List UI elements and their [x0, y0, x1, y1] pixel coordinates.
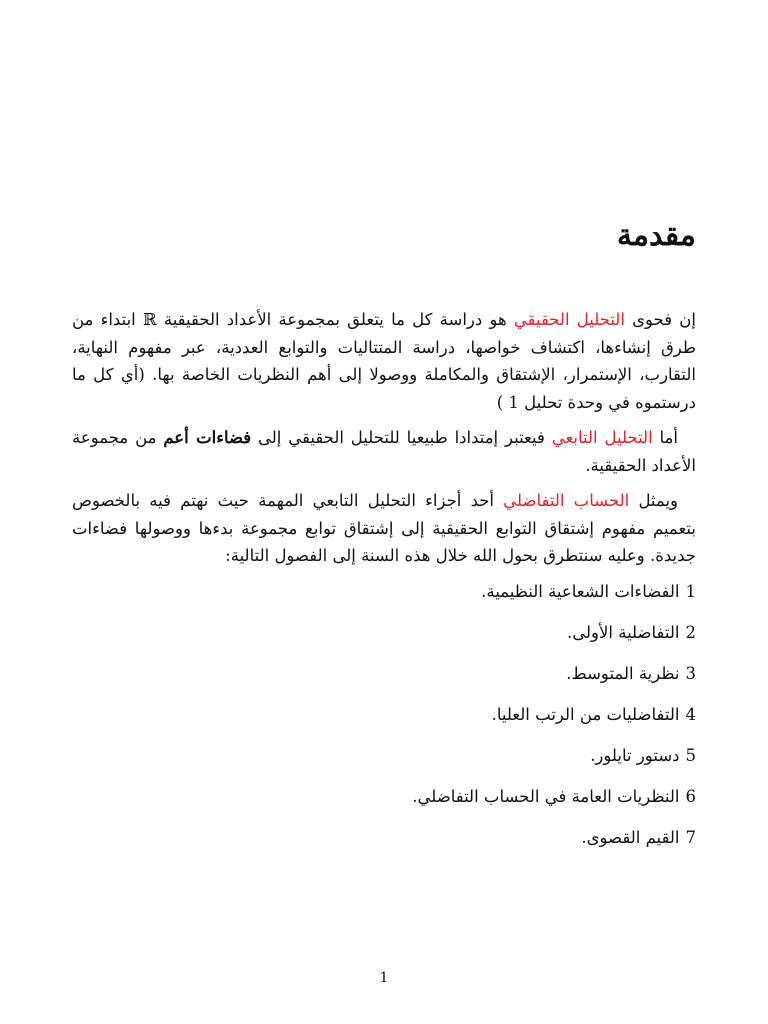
chapter-item [72, 701, 696, 742]
section-body [72, 306, 696, 865]
chapter-title: الفضاءات الشعاعية النظيمية. [481, 581, 680, 601]
chapter-number: 3 [685, 663, 696, 683]
differential-text-1: ويمثل [629, 491, 679, 510]
functional-text-1: أما [652, 428, 678, 447]
chapter-item [72, 578, 696, 619]
chapter-item [72, 619, 696, 660]
chapter-number: 1 [685, 581, 696, 601]
chapter-item [72, 824, 696, 865]
chapter-item [72, 742, 696, 783]
chapter-title: التفاضليات من الرتب العليا. [491, 704, 680, 724]
chapter-title: القيم القصوى. [581, 827, 680, 847]
intro-text-2: هو دراسة كل ما يتعلق بمجموعة الأعداد الحقيقية ℝ ابتداء من طرق إنشاءها، اكتشاف خواصها، دراسة المتتاليات والتوابع العددية، عبر مفهوم النهاية، التقارب، الإستمرار، الإشتقاق والمكاملة ووصولا إلى أهم النظريات الخاصة بها. (أي كل ما درستموه في وحدة تحليل 1 ) [72, 310, 696, 412]
term-differential-calculus: الحساب التفاضلي [503, 491, 630, 510]
intro-text-1: إن فحوى [624, 310, 696, 329]
page-number: 1 [379, 970, 389, 986]
functional-text-3: من مجموعة الأعداد الحقيقية. [72, 428, 696, 475]
chapter-title: دستور تايلور. [590, 745, 680, 765]
functional-text-2: فيعتبر إمتدادا طبيعيا للتحليل الحقيقي إلى [251, 428, 552, 447]
chapter-item [72, 783, 696, 824]
functional-analysis-paragraph [72, 424, 696, 479]
differential-calculus-paragraph [72, 487, 696, 570]
chapter-number: 2 [685, 622, 696, 642]
chapter-title: النظريات العامة في الحساب التفاضلي. [412, 786, 680, 806]
chapter-title: التفاضلية الأولى. [567, 622, 680, 642]
chapter-number: 7 [685, 827, 696, 847]
term-functional-analysis: التحليل التابعي [551, 428, 653, 447]
chapter-number: 4 [685, 704, 696, 724]
intro-paragraph [72, 306, 696, 416]
chapter-list [72, 578, 696, 865]
term-real-analysis: التحليل الحقيقي [513, 310, 625, 329]
term-general-spaces: فضاءات أعم [163, 428, 252, 447]
chapter-number: 6 [685, 786, 696, 806]
section-title: مقدمة [616, 218, 696, 253]
chapter-title: نظرية المتوسط. [566, 663, 680, 683]
chapter-number: 5 [685, 745, 696, 765]
differential-text-2: أحد أجزاء التحليل التابعي المهمة حيث نهتم فيه بالخصوص بتعميم مفهوم إشتقاق التوابع الحقيقية إلى إشتقاق توابع مجموعة بدءها ووصولها فضاءات جديدة. وعليه سنتطرق بحول الله خلال هذه السنة إلى الفصول التالية: [72, 491, 696, 565]
chapter-item [72, 660, 696, 701]
